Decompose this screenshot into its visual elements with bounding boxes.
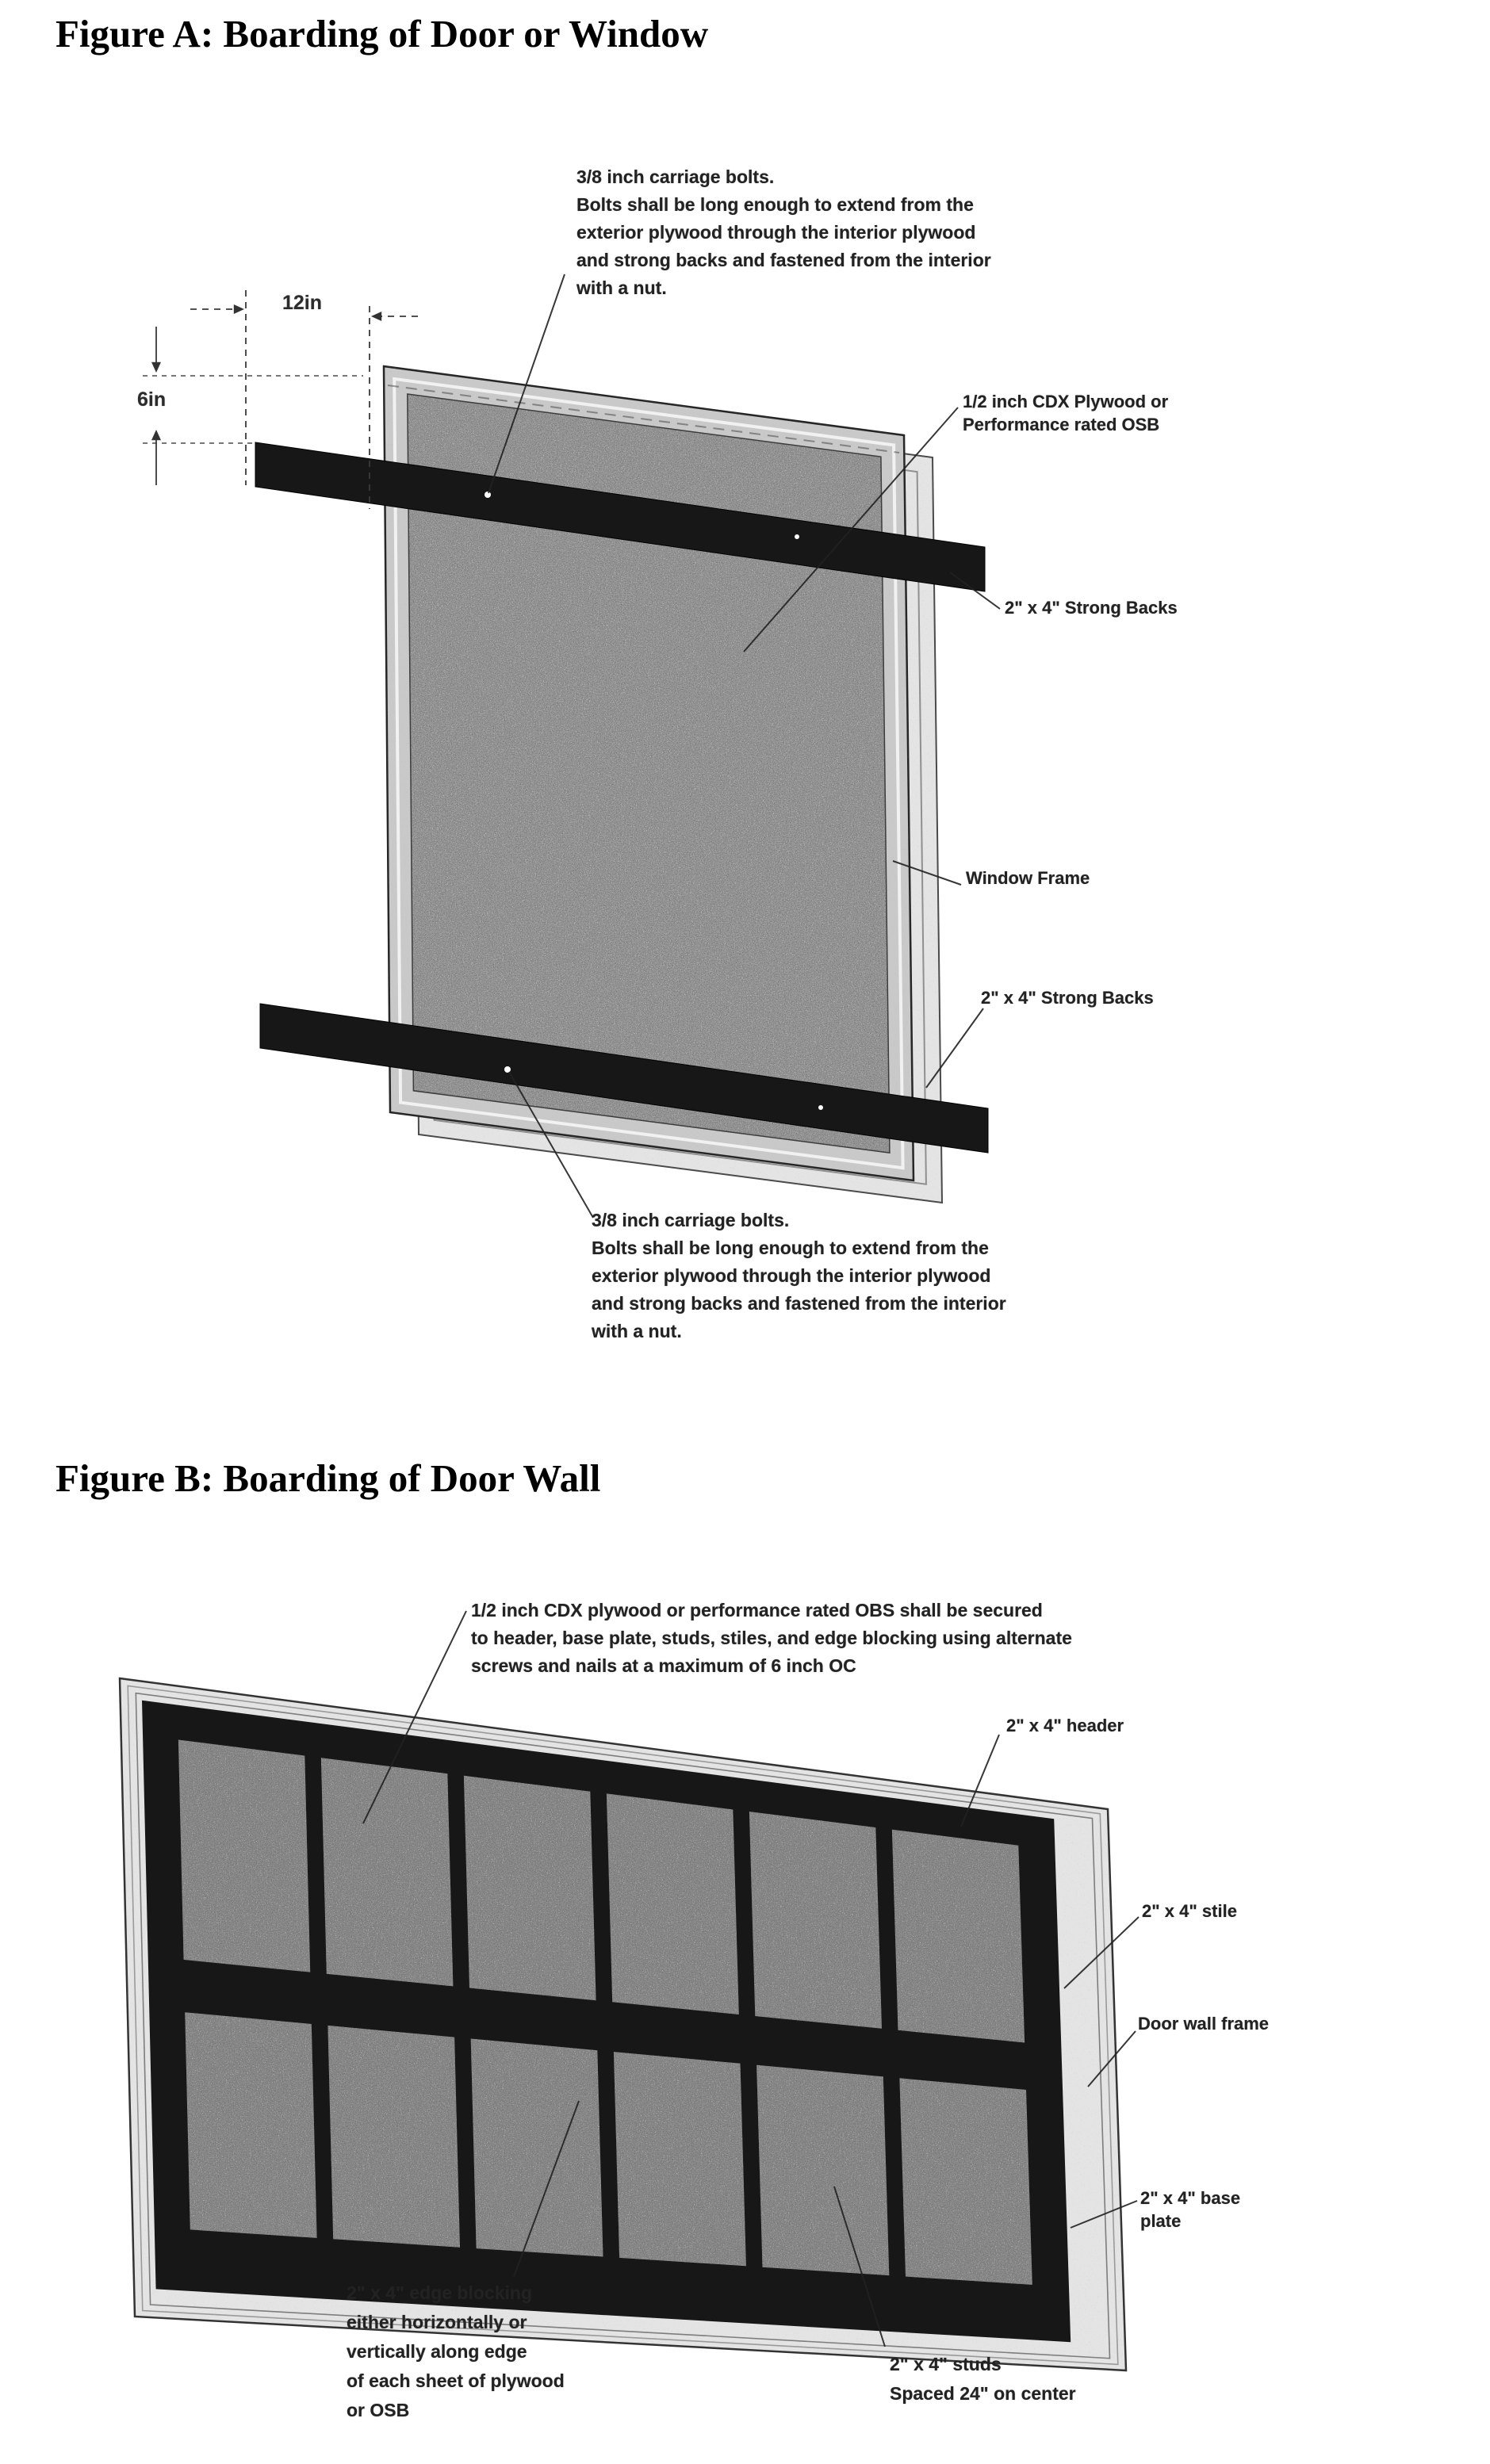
figure-b-plywood-panel-speckle — [327, 2026, 460, 2248]
figure-a-window-frame-label: Window Frame — [966, 868, 1090, 888]
figure-a-strong-backs-bottom-label: 2" x 4" Strong Backs — [981, 988, 1154, 1008]
figure-b-door-wall-frame-label: Door wall frame — [1138, 2014, 1270, 2034]
figure-a-dim-arrowhead — [151, 362, 161, 373]
figure-b-plywood-panel-speckle — [614, 2052, 746, 2266]
figure-a-title: Figure A: Boarding of Door or Window — [56, 12, 709, 55]
figure-a-bolt-dot — [818, 1105, 823, 1110]
figure-b-plywood-panel-speckle — [607, 1793, 739, 2014]
figure-b-plywood-note: 1/2 inch CDX plywood or performance rated OBS shall be secured to header, base plate, studs, stiles, and edge blocking using alternate screws and nails at a maximum of 6 inch OC — [471, 1600, 1072, 1676]
figure-b-plywood-panel-speckle — [471, 2039, 603, 2257]
figure-b-plywood-panel-speckle — [749, 1812, 882, 2029]
figure-a-dimension-6in: 6in — [137, 388, 167, 411]
figure-b-header-label: 2" x 4" header — [1006, 1716, 1124, 1735]
figure-b-title: Figure B: Boarding of Door Wall — [56, 1456, 601, 1500]
figure-a-dim-arrowhead — [234, 304, 244, 314]
figure-a-strong-backs-top-label: 2" x 4" Strong Backs — [1005, 598, 1178, 618]
figure-b-stile-label: 2" x 4" stile — [1142, 1901, 1237, 1921]
figure-b-plywood-panel-speckle — [756, 2065, 889, 2275]
figure-a-bolt-dot — [485, 492, 491, 498]
figure-b-plywood-panel-speckle — [321, 1758, 454, 1986]
figure-b-edge-blocking-note: 2" x 4" edge blocking either horizontally or vertically along edge of each sheet of plywood or OSB — [347, 2282, 565, 2420]
figure-a-dim-arrowhead — [371, 312, 381, 321]
figure-b-plywood-panel-speckle — [892, 1830, 1025, 2043]
figure-b-plywood-panel-speckle — [899, 2078, 1032, 2285]
figure-a-bolt-dot — [795, 534, 799, 539]
figure-a-dimension-12in: 12in — [282, 292, 323, 314]
figure-b-plywood-panel-speckle — [185, 2012, 316, 2238]
figure-a-top-bolts-note: 3/8 inch carriage bolts. Bolts shall be long enough to extend from the exterior plywood through the interior plywood and strong backs and fastened from the interior with a nut. — [576, 166, 991, 298]
figure-b-base-plate-label: 2" x 4" base plate — [1140, 2188, 1241, 2231]
figure-a-bottom-bolts-note: 3/8 inch carriage bolts. Bolts shall be long enough to extend from the exterior plywood through the interior plywood and strong backs and fastened from the interior with a nut. — [592, 1210, 1006, 1341]
figure-b-plywood-panel-speckle — [178, 1740, 310, 1972]
figure-a-dim-arrowhead — [151, 430, 161, 440]
figure-b-studs-note: 2" x 4" studs Spaced 24" on center — [890, 2354, 1076, 2404]
figure-a-plywood-label: 1/2 inch CDX Plywood or Performance rated OSB — [963, 392, 1169, 434]
figure-b-plywood-panel-speckle — [464, 1776, 596, 2000]
